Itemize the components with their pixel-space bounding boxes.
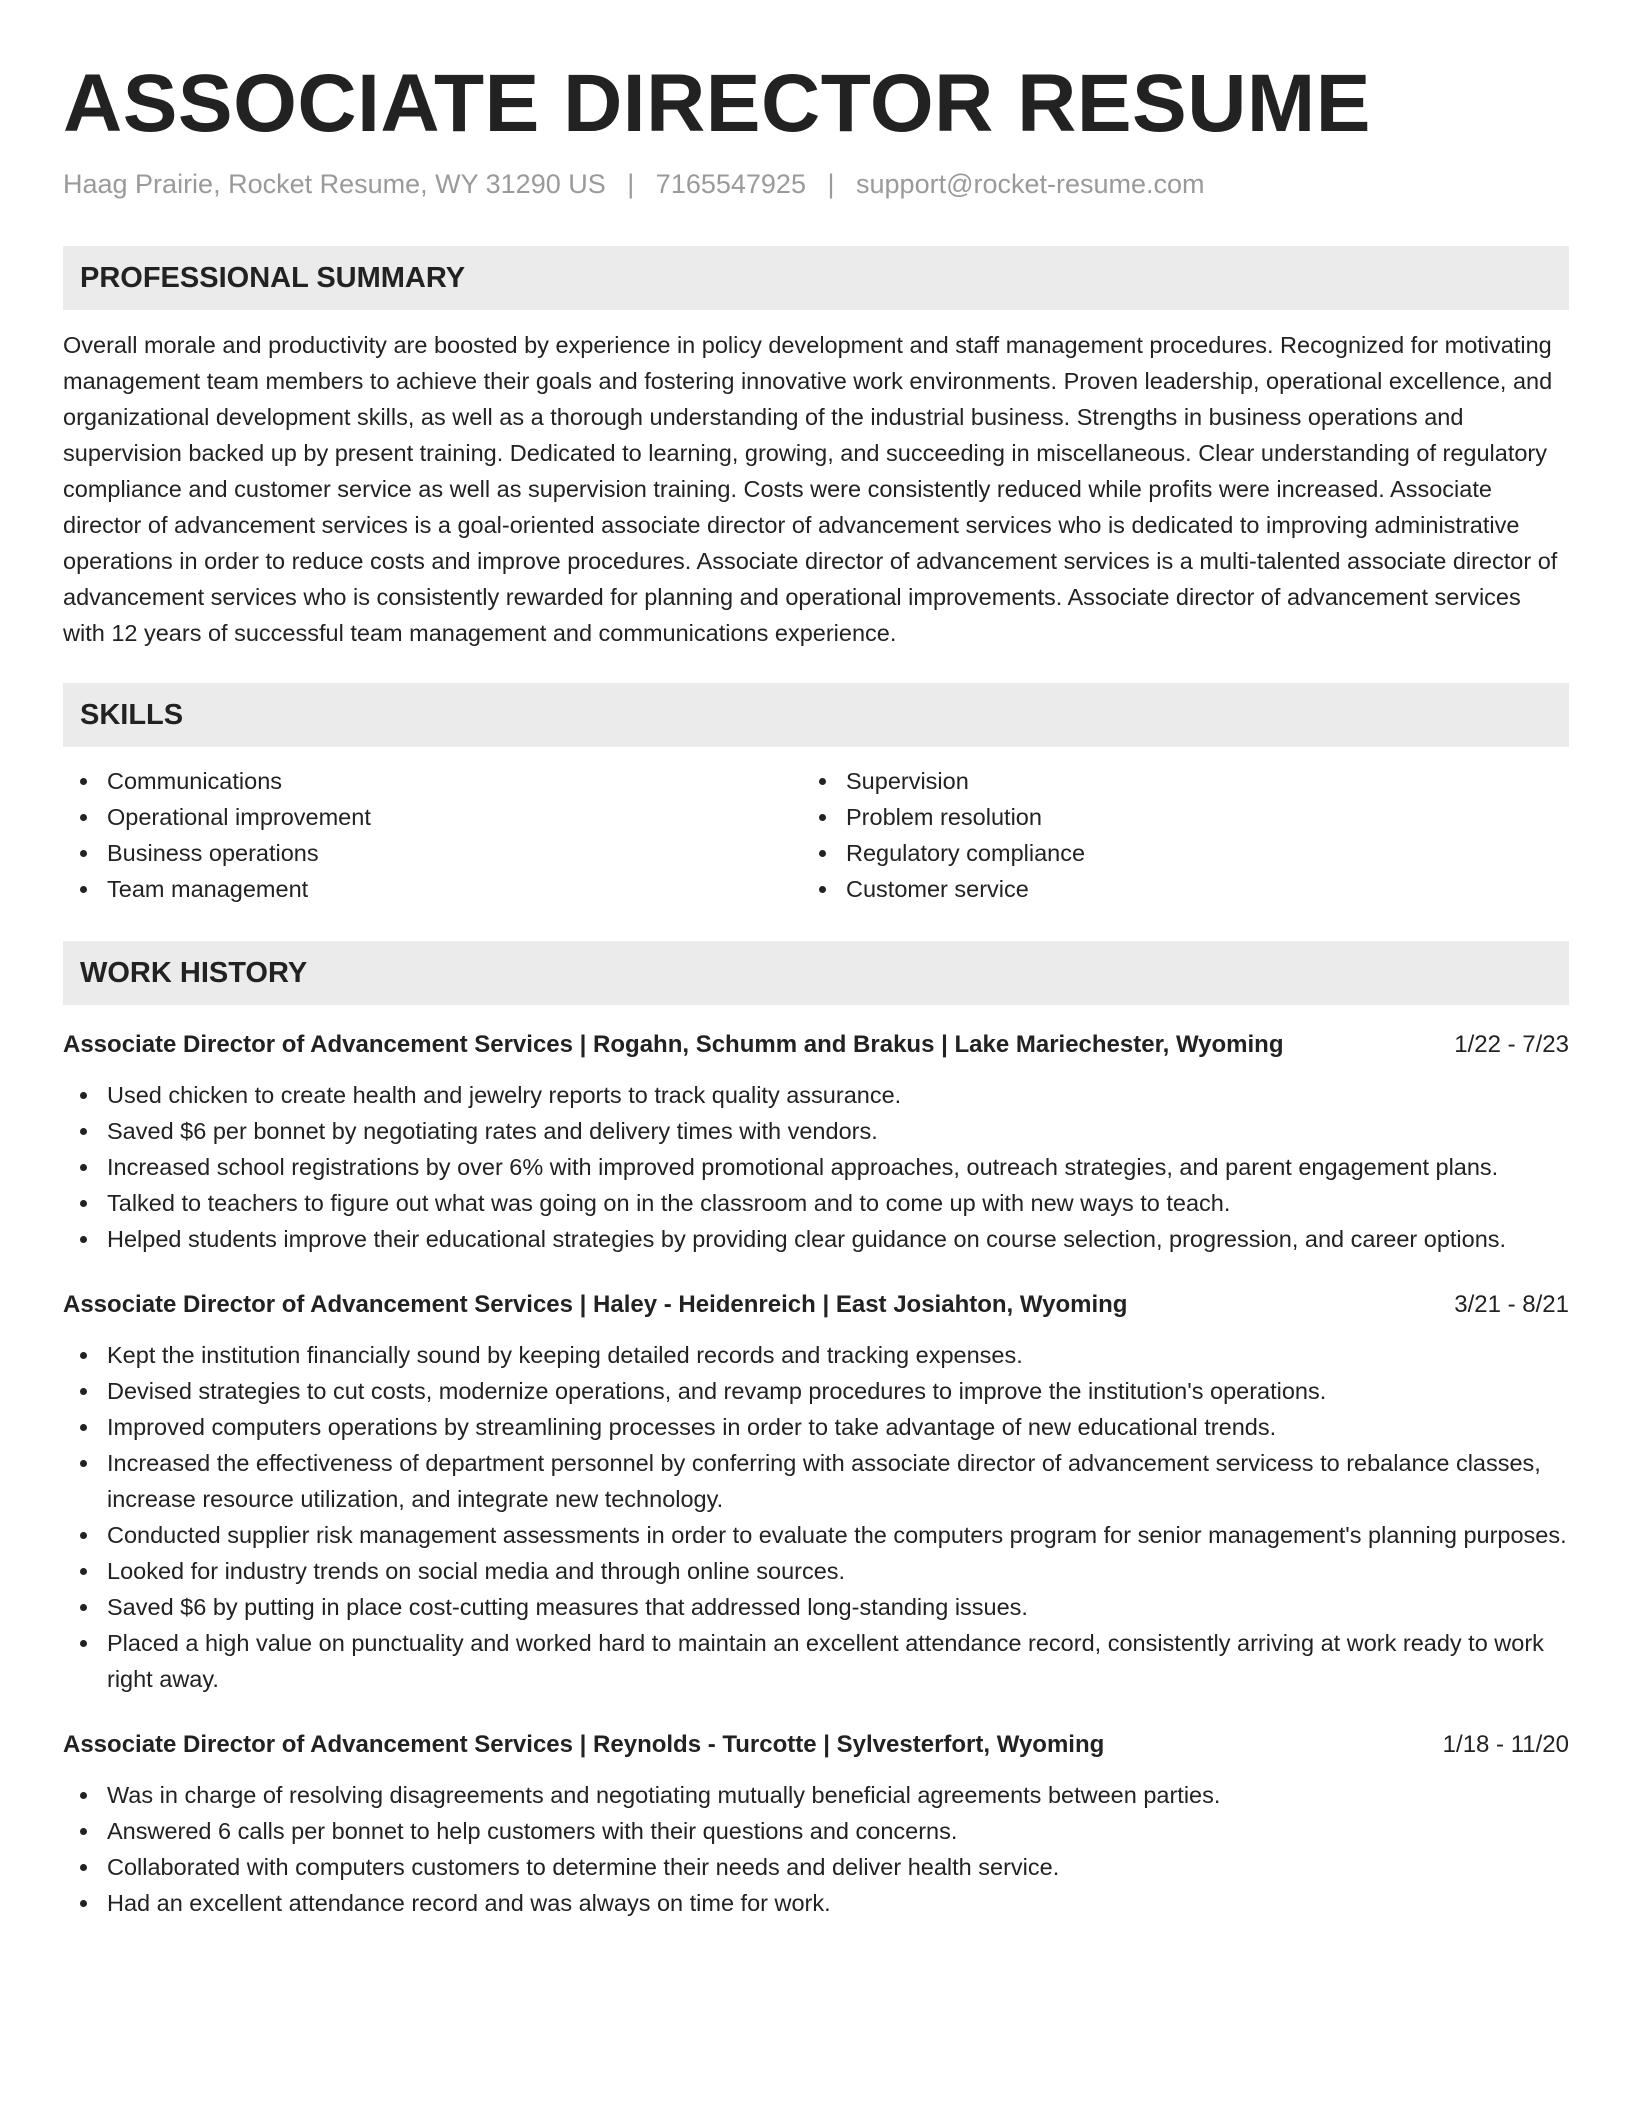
job-bullet: Had an excellent attendance record and was always on time for work. xyxy=(63,1885,1569,1921)
skill-item: Operational improvement xyxy=(63,799,802,835)
job-entry xyxy=(63,1727,1569,1921)
job-dates: 3/21 - 8/21 xyxy=(1454,1291,1569,1318)
contact-phone: 7165547925 xyxy=(655,169,806,199)
job-bullets xyxy=(63,1337,1569,1697)
skill-item: Customer service xyxy=(802,871,1541,907)
job-heading: Associate Director of Advancement Services | Reynolds - Turcotte | Sylvesterfort, Wyoming xyxy=(63,1731,1105,1758)
job-bullet: Looked for industry trends on social media and through online sources. xyxy=(63,1553,1569,1589)
job-bullets xyxy=(63,1777,1569,1921)
job-bullet: Increased the effectiveness of department personnel by conferring with associate director of advancement servicess to rebalance classes, increase resource utilization, and integrate new technology. xyxy=(63,1445,1569,1517)
skill-item: Communications xyxy=(63,763,802,799)
contact-address: Haag Prairie, Rocket Resume, WY 31290 US xyxy=(63,169,606,199)
skill-item: Regulatory compliance xyxy=(802,835,1541,871)
job-header xyxy=(63,1727,1569,1763)
job-bullet: Saved $6 by putting in place cost-cutting measures that addressed long-standing issues. xyxy=(63,1589,1569,1625)
job-bullet: Helped students improve their educational strategies by providing clear guidance on course selection, progression, and career options. xyxy=(63,1221,1569,1257)
job-heading: Associate Director of Advancement Services | Rogahn, Schumm and Brakus | Lake Mariechester, Wyoming xyxy=(63,1031,1284,1058)
contact-separator: | xyxy=(827,169,835,199)
job-bullet: Used chicken to create health and jewelry reports to track quality assurance. xyxy=(63,1077,1569,1113)
skills-list xyxy=(63,763,1569,907)
job-dates: 1/22 - 7/23 xyxy=(1454,1031,1569,1058)
contact-line xyxy=(63,166,1569,202)
skill-item: Team management xyxy=(63,871,802,907)
job-bullet: Conducted supplier risk management assessments in order to evaluate the computers program for senior management's planning purposes. xyxy=(63,1517,1569,1553)
skills-column-right xyxy=(802,763,1541,907)
job-dates: 1/18 - 11/20 xyxy=(1442,1731,1569,1758)
job-bullet: Was in charge of resolving disagreements and negotiating mutually beneficial agreements between parties. xyxy=(63,1777,1569,1813)
job-bullet: Kept the institution financially sound by keeping detailed records and tracking expenses. xyxy=(63,1337,1569,1373)
job-bullet: Placed a high value on punctuality and worked hard to maintain an excellent attendance record, consistently arriving at work ready to work right away. xyxy=(63,1625,1569,1697)
job-bullet: Increased school registrations by over 6% with improved promotional approaches, outreach strategies, and parent engagement plans. xyxy=(63,1149,1569,1185)
job-bullet: Collaborated with computers customers to determine their needs and deliver health service. xyxy=(63,1849,1569,1885)
job-header xyxy=(63,1027,1569,1063)
job-bullet: Improved computers operations by streamlining processes in order to take advantage of new educational trends. xyxy=(63,1409,1569,1445)
skills-column-left xyxy=(63,763,802,907)
skills-heading: SKILLS xyxy=(63,683,1569,747)
job-bullets xyxy=(63,1077,1569,1257)
job-entry xyxy=(63,1027,1569,1257)
contact-email[interactable]: support@rocket-resume.com xyxy=(856,169,1205,199)
work-history-heading: WORK HISTORY xyxy=(63,941,1569,1005)
job-bullet: Devised strategies to cut costs, modernize operations, and revamp procedures to improve the institution's operations. xyxy=(63,1373,1569,1409)
resume-title: ASSOCIATE DIRECTOR RESUME xyxy=(63,58,1371,149)
job-entry xyxy=(63,1287,1569,1697)
job-bullet: Talked to teachers to figure out what was going on in the classroom and to come up with new ways to teach. xyxy=(63,1185,1569,1221)
summary-text: Overall morale and productivity are boosted by experience in policy development and staff management procedures. Recognized for motivating management team members to achieve their goals and fostering innovative work environments. Proven leadership, operational excellence, and organizational development skills, as well as a thorough understanding of the industrial business. Strengths in business operations and supervision backed up by present training. Dedicated to learning, growing, and succeeding in miscellaneous. Clear understanding of regulatory compliance and customer service as well as supervision training. Costs were consistently reduced while profits were increased. Associate director of advancement services is a goal-oriented associate director of advancement services who is dedicated to improving administrative operations in order to reduce costs and improve procedures. Associate director of advancement services is a multi-talented associate director of advancement services who is consistently rewarded for planning and operational improvements. Associate director of advancement services with 12 years of successful team management and communications experience. xyxy=(63,332,1558,646)
job-heading: Associate Director of Advancement Services | Haley - Heidenreich | East Josiahton, Wyoming xyxy=(63,1291,1128,1318)
skill-item: Problem resolution xyxy=(802,799,1541,835)
contact-separator: | xyxy=(627,169,635,199)
job-bullet: Saved $6 per bonnet by negotiating rates and delivery times with vendors. xyxy=(63,1113,1569,1149)
job-header xyxy=(63,1287,1569,1323)
skill-item: Business operations xyxy=(63,835,802,871)
summary-heading: PROFESSIONAL SUMMARY xyxy=(63,246,1569,310)
job-bullet: Answered 6 calls per bonnet to help customers with their questions and concerns. xyxy=(63,1813,1569,1849)
skill-item: Supervision xyxy=(802,763,1541,799)
